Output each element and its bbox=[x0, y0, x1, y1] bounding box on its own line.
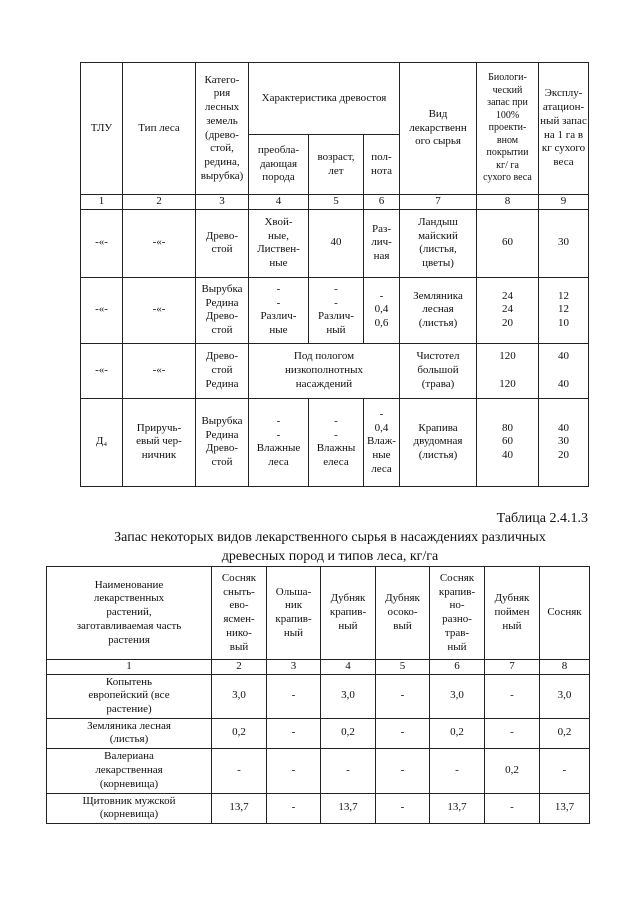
col-number: 5 bbox=[309, 195, 364, 210]
cell-value: - bbox=[212, 748, 267, 793]
table-title: Запас некоторых видов лекарственного сырья в насаждениях различных древесных пород и типов леса, кг/га bbox=[114, 530, 546, 564]
col-number: 3 bbox=[267, 660, 321, 675]
header-stand-type: Сосняк крапив- но- разно- трав- ный bbox=[430, 567, 485, 660]
col-number: 7 bbox=[400, 195, 477, 210]
forest-raw-material-table bbox=[80, 62, 589, 487]
header-biological-stock: Биологи- ческий запас при 100% проекти- вном покрытии кг/ га сухого веса bbox=[477, 63, 539, 195]
table-row bbox=[47, 674, 590, 718]
cell-exploitation-stock: 12 12 10 bbox=[539, 277, 589, 343]
cell-exploitation-stock: 30 bbox=[539, 209, 589, 277]
cell-plant-name: Копытень европейский (все растение) bbox=[47, 674, 212, 718]
cell-biological-stock: 24 24 20 bbox=[477, 277, 539, 343]
cell-stand-merged: Под пологом низкополнотных насаждений bbox=[249, 343, 400, 398]
cell-forest-type: Приручь- евый чер- ничник bbox=[123, 398, 196, 486]
col-number: 3 bbox=[196, 195, 249, 210]
cell-raw-material: Крапива двудомная (листья) bbox=[400, 398, 477, 486]
cell-value: - bbox=[376, 748, 430, 793]
cell-forest-type: -«- bbox=[123, 277, 196, 343]
cell-value: 13,7 bbox=[540, 793, 590, 823]
col-number: 7 bbox=[485, 660, 540, 675]
header-stand-type: Дубняк осоко- вый bbox=[376, 567, 430, 660]
col-number: 5 bbox=[376, 660, 430, 675]
cell-biological-stock: 120 120 bbox=[477, 343, 539, 398]
cell-density: - 0,4 Влаж- ные леса bbox=[364, 398, 400, 486]
header-stand-type: Дубняк поймен ный bbox=[485, 567, 540, 660]
table-row bbox=[81, 209, 589, 277]
header-tlu: ТЛУ bbox=[81, 63, 123, 195]
cell-value: 3,0 bbox=[540, 674, 590, 718]
cell-plant-name: Валериана лекарственная (корневища) bbox=[47, 748, 212, 793]
header-stand-type: Сосняк сныть- ево- ясмен- нико- вый bbox=[212, 567, 267, 660]
cell-raw-material: Земляника лесная (листья) bbox=[400, 277, 477, 343]
cell-tlu: -«- bbox=[81, 343, 123, 398]
table-row bbox=[81, 277, 589, 343]
cell-exploitation-stock: 40 30 20 bbox=[539, 398, 589, 486]
col-number: 6 bbox=[430, 660, 485, 675]
cell-density: Раз- лич- ная bbox=[364, 209, 400, 277]
table-number: Таблица 2.4.1.3 bbox=[496, 511, 588, 526]
cell-plant-name: Земляника лесная (листья) bbox=[47, 718, 212, 748]
cell-biological-stock: 80 60 40 bbox=[477, 398, 539, 486]
cell-value: 3,0 bbox=[321, 674, 376, 718]
cell-dominant-species: Хвой- ные, Листвен- ные bbox=[249, 209, 309, 277]
cell-value: 3,0 bbox=[430, 674, 485, 718]
cell-land-category: Древо- стой Редина bbox=[196, 343, 249, 398]
header-land-category: Катего- рия лесных земель (древо- стой, редина, вырубка) bbox=[196, 63, 249, 195]
cell-value: 13,7 bbox=[321, 793, 376, 823]
cell-value: 0,2 bbox=[212, 718, 267, 748]
cell-raw-material: Ландыш майский (листья, цветы) bbox=[400, 209, 477, 277]
cell-value: - bbox=[485, 674, 540, 718]
cell-value: - bbox=[485, 718, 540, 748]
cell-biological-stock: 60 bbox=[477, 209, 539, 277]
col-number: 2 bbox=[123, 195, 196, 210]
cell-value: - bbox=[267, 793, 321, 823]
cell-age: - - Влажны елеса bbox=[309, 398, 364, 486]
medicinal-stock-table bbox=[46, 566, 590, 824]
cell-value: - bbox=[430, 748, 485, 793]
col-number: 1 bbox=[81, 195, 123, 210]
header-stand-type: Ольша- ник крапив- ный bbox=[267, 567, 321, 660]
cell-value: - bbox=[376, 718, 430, 748]
cell-value: 13,7 bbox=[430, 793, 485, 823]
header-forest-type: Тип леса bbox=[123, 63, 196, 195]
cell-tlu: Д₄ bbox=[81, 398, 123, 486]
cell-forest-type: -«- bbox=[123, 209, 196, 277]
cell-exploitation-stock: 40 40 bbox=[539, 343, 589, 398]
cell-value: 0,2 bbox=[430, 718, 485, 748]
header-stand-type: Дубняк крапив- ный bbox=[321, 567, 376, 660]
col-number: 4 bbox=[249, 195, 309, 210]
cell-tlu: -«- bbox=[81, 277, 123, 343]
cell-value: - bbox=[376, 793, 430, 823]
cell-value: - bbox=[485, 793, 540, 823]
col-number: 1 bbox=[47, 660, 212, 675]
cell-value: - bbox=[267, 748, 321, 793]
header-plant-name: Наименование лекарственных растений, заготавливаемая часть растения bbox=[47, 567, 212, 660]
header-stand-characteristics: Характеристика древостоя bbox=[249, 63, 400, 135]
cell-value: 0,2 bbox=[485, 748, 540, 793]
col-number: 6 bbox=[364, 195, 400, 210]
header-dominant-species: преобла- дающая порода bbox=[249, 135, 309, 195]
header-stand-type: Сосняк bbox=[540, 567, 590, 660]
col-number: 8 bbox=[540, 660, 590, 675]
header-exploitation-stock: Эксплу- атацион- ный запас на 1 га в кг сухого веса bbox=[539, 63, 589, 195]
cell-age: - - Различ- ный bbox=[309, 277, 364, 343]
table-row bbox=[81, 343, 589, 398]
cell-plant-name: Щитовник мужской (корневища) bbox=[47, 793, 212, 823]
cell-tlu: -«- bbox=[81, 209, 123, 277]
cell-value: - bbox=[267, 674, 321, 718]
col-number: 4 bbox=[321, 660, 376, 675]
cell-dominant-species: - - Влажные леса bbox=[249, 398, 309, 486]
table-row bbox=[47, 718, 590, 748]
table-row bbox=[47, 793, 590, 823]
cell-age: 40 bbox=[309, 209, 364, 277]
cell-raw-material: Чистотел большой (трава) bbox=[400, 343, 477, 398]
col-number: 8 bbox=[477, 195, 539, 210]
col-number: 9 bbox=[539, 195, 589, 210]
cell-value: - bbox=[540, 748, 590, 793]
table-row bbox=[47, 748, 590, 793]
header-density: пол- нота bbox=[364, 135, 400, 195]
cell-value: 3,0 bbox=[212, 674, 267, 718]
table-row bbox=[81, 398, 589, 486]
cell-value: - bbox=[267, 718, 321, 748]
cell-value: - bbox=[376, 674, 430, 718]
header-raw-material-type: Вид лекарственн ого сырья bbox=[400, 63, 477, 195]
cell-land-category: Вырубка Редина Древо- стой bbox=[196, 398, 249, 486]
cell-density: - 0,4 0,6 bbox=[364, 277, 400, 343]
cell-land-category: Древо- стой bbox=[196, 209, 249, 277]
cell-value: - bbox=[321, 748, 376, 793]
cell-forest-type: -«- bbox=[123, 343, 196, 398]
header-age: возраст, лет bbox=[309, 135, 364, 195]
col-number: 2 bbox=[212, 660, 267, 675]
cell-dominant-species: - - Различ- ные bbox=[249, 277, 309, 343]
cell-value: 0,2 bbox=[540, 718, 590, 748]
cell-value: 13,7 bbox=[212, 793, 267, 823]
cell-value: 0,2 bbox=[321, 718, 376, 748]
cell-land-category: Вырубка Редина Древо- стой bbox=[196, 277, 249, 343]
